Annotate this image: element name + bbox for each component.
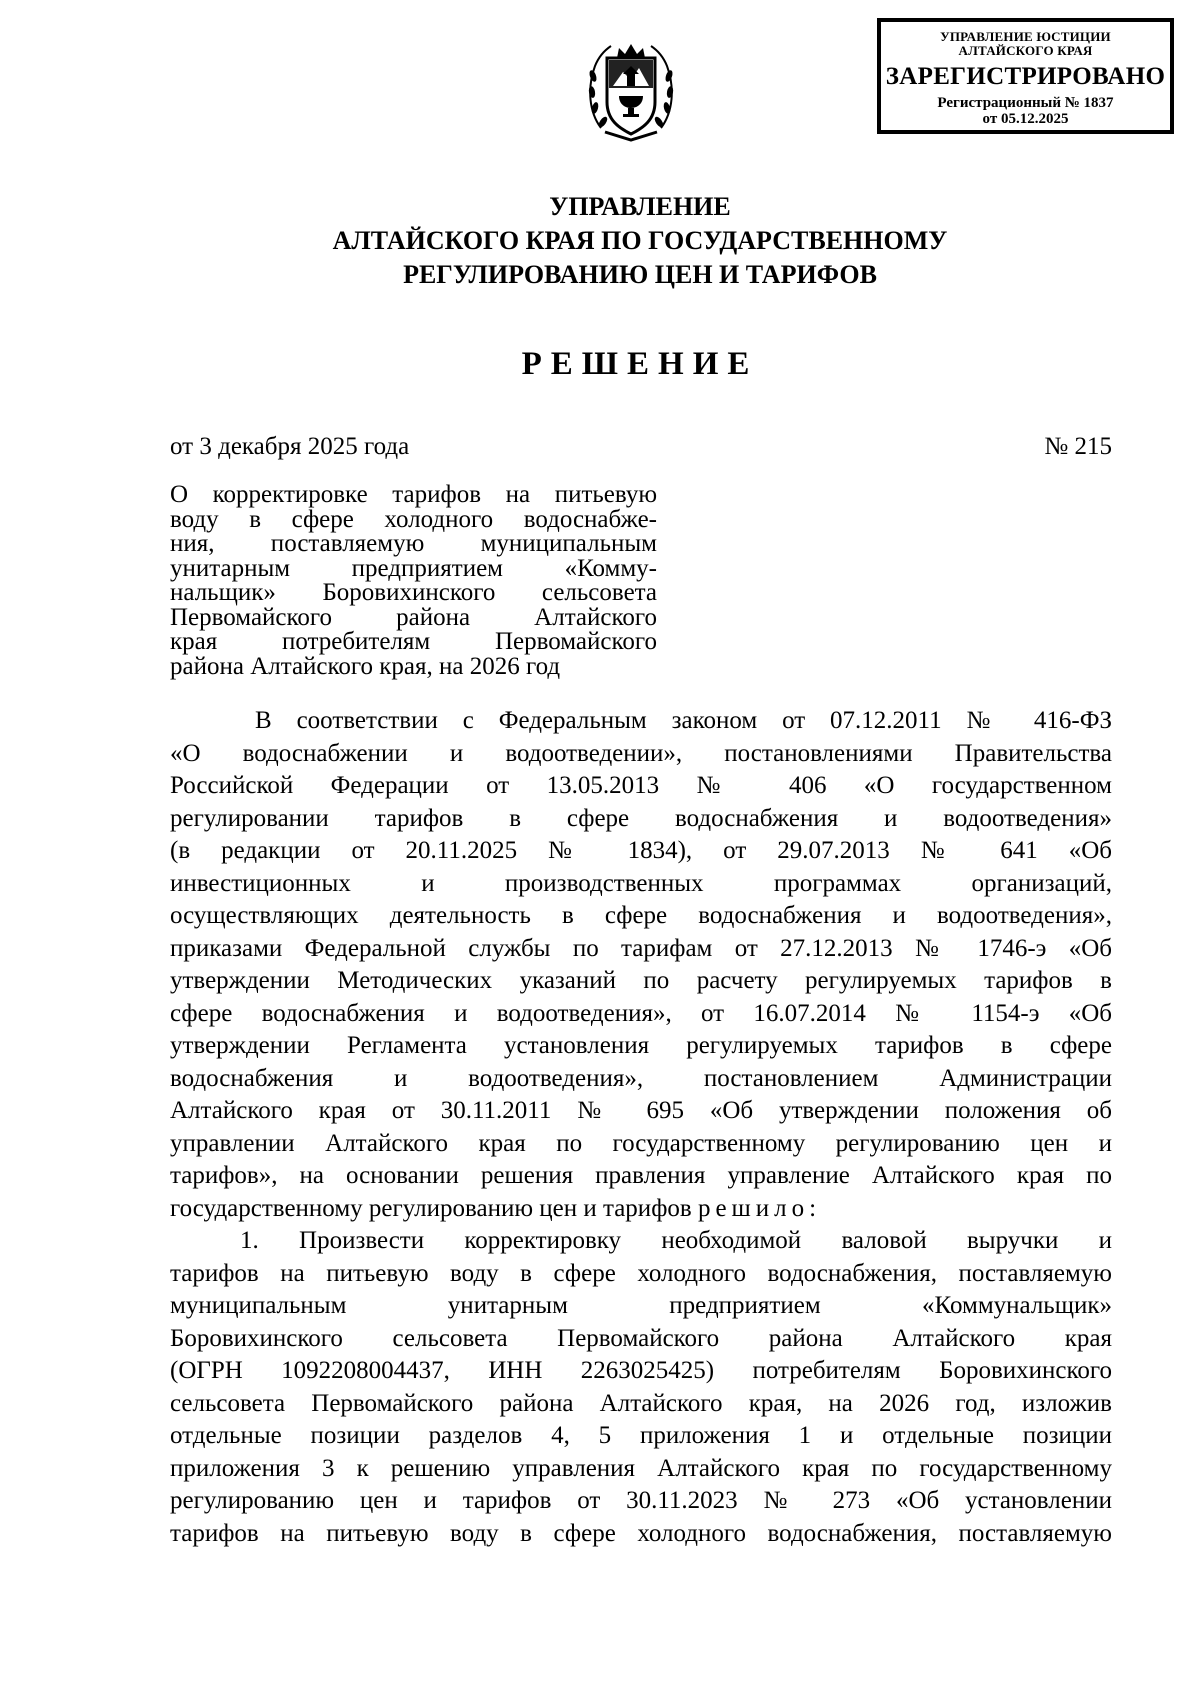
subject-line: О корректировке тарифов на питьевую (170, 481, 657, 508)
body-line: водоснабжения и водоотведения», постановлением Администрации (170, 1064, 1112, 1092)
body-line: осуществляющих деятельность в сфере водоснабжения и водоотведения», (170, 902, 1112, 929)
registration-stamp (877, 18, 1174, 134)
header-line1: УПРАВЛЕНИЕ (549, 192, 731, 221)
body-line: «О водоснабжении и водоотведении», постановлениями Правительства (170, 739, 1112, 767)
document-body (170, 705, 1112, 1550)
item1-line: регулированию цен и тарифов от 30.11.2023 № 273 «Об установлении (170, 1487, 1112, 1514)
item1-line: приложения 3 к решению управления Алтайского края по государственному (170, 1454, 1112, 1482)
stamp-reg-date: от 05.12.2025 (982, 111, 1069, 128)
body-line: тарифов», на основании решения правления управление Алтайского края по (170, 1162, 1112, 1189)
body-line: В соответствии с Федеральным законом от 07.12.2011 № 416-ФЗ (255, 707, 1112, 734)
resolved-word: решило: (697, 1194, 822, 1222)
body-line-text: государственному регулированию цен и тарифов (170, 1194, 692, 1222)
header-line2: АЛТАЙСКОГО КРАЯ ПО ГОСУДАРСТВЕННОМУ (332, 226, 948, 255)
item1-line: Боровихинского сельсовета Первомайского района Алтайского края (170, 1324, 1112, 1352)
body-line-resolution (170, 1193, 1112, 1226)
body-line: Российской Федерации от 13.05.2013 № 406 «О государственном (170, 772, 1112, 799)
body-line: утверждении Регламента установления регулируемых тарифов в сфере (170, 1032, 1112, 1059)
stamp-reg-number: Регистрационный № 1837 (937, 94, 1114, 111)
stamp-title: ЗАРЕГИСТРИРОВАНО (885, 63, 1166, 91)
body-line: управлении Алтайского края по государственному регулированию цен и (170, 1129, 1112, 1157)
coat-of-arms-icon (583, 36, 679, 146)
subject-line: Первомайского района Алтайского (170, 603, 657, 631)
item1-line: (ОГРН 1092208004437, ИНН 2263025425) потребителям Боровихинского (170, 1357, 1112, 1384)
body-line: регулировании тарифов в сфере водоснабжения и водоотведения» (170, 804, 1112, 832)
body-line: сфере водоснабжения и водоотведения», от 16.07.2014 № 1154-э «Об (170, 999, 1112, 1027)
item1-line: муниципальным унитарным предприятием «Коммунальщик» (170, 1292, 1112, 1319)
item1-line: тарифов на питьевую воду в сфере холодного водоснабжения, поставляемую (170, 1259, 1112, 1287)
document-type-title: РЕШЕНИЕ (521, 346, 759, 382)
document-date: от 3 декабря 2025 года (170, 433, 410, 460)
date-number-line (170, 433, 1112, 461)
stamp-org-line2: АЛТАЙСКОГО КРАЯ (958, 42, 1093, 58)
body-line: Алтайского края от 30.11.2011 № 695 «Об утверждении положения об (170, 1097, 1112, 1124)
subject-line: района Алтайского края, на 2026 год (170, 652, 561, 680)
body-line: утверждении Методических указаний по расчету регулируемых тарифов в (170, 967, 1112, 994)
item1-line: 1. Произвести корректировку необходимой валовой выручки и (240, 1227, 1112, 1254)
item1-line: тарифов на питьевую воду в сфере холодного водоснабжения, поставляемую (170, 1519, 1112, 1547)
header-line3: РЕГУЛИРОВАНИЮ ЦЕН И ТАРИФОВ (403, 260, 877, 289)
body-line: (в редакции от 20.11.2025 № 1834), от 29.07.2013 № 641 «Об (170, 837, 1112, 864)
subject-line: края потребителям Первомайского (170, 628, 657, 655)
document-subject (170, 483, 657, 679)
subject-line: воду в сфере холодного водоснабже- (170, 505, 657, 533)
item1-line: сельсовета Первомайского района Алтайского края, на 2026 год, изложив (170, 1389, 1112, 1417)
body-line: инвестиционных и производственных программах организаций, (170, 869, 1112, 897)
subject-line: нальщик» Боровихинского сельсовета (170, 579, 657, 606)
document-number: № 215 (1044, 433, 1112, 460)
subject-line: ния, поставляемую муниципальным (170, 530, 657, 557)
stamp-org-line1: УПРАВЛЕНИЕ ЮСТИЦИИ (940, 29, 1111, 44)
item1-line: отдельные позиции разделов 4, 5 приложения 1 и отдельные позиции (170, 1422, 1112, 1449)
body-line: приказами Федеральной службы по тарифам от 27.12.2013 № 1746-э «Об (170, 934, 1112, 962)
subject-line: унитарным предприятием «Комму- (170, 554, 657, 582)
